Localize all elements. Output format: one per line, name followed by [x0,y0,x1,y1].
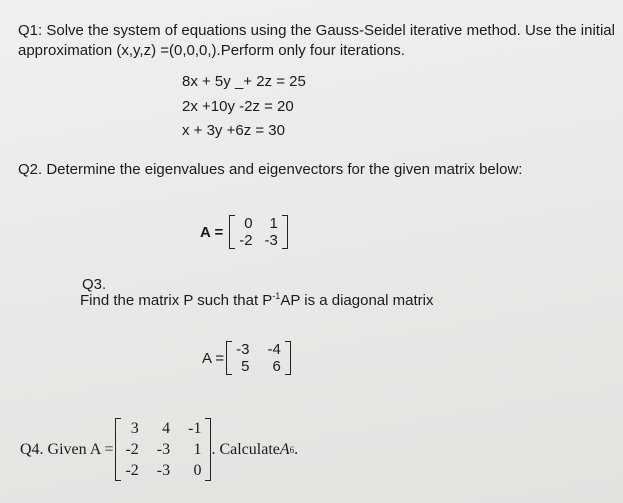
q4-cell: -3 [156,462,171,479]
q3-cell: -4 [267,341,281,358]
q1-line-2: approximation (x,y,z) =(0,0,0,).Perform only four iterations. [18,42,405,59]
equation-1: 8x + 5y _+ 2z = 25 [182,73,306,90]
q4-label: Q4. Given A = [20,440,114,458]
q4-cell: -2 [125,441,139,458]
q2-cell: -2 [239,232,253,249]
question-4 [20,418,298,481]
q1-line-1: Q1: Solve the system of equations using the Gauss-Seidel iterative method. Use the initial [18,22,615,39]
question-2: Q2. Determine the eigenvalues and eigenvectors for the given matrix below: [18,161,523,178]
q3-matrix-label: A = [202,349,225,367]
q4-matrix [115,418,211,481]
q4-cell: 1 [193,441,202,458]
q4-cell: 3 [130,420,139,437]
q3-text-pre: Find the matrix P such that P [80,292,273,309]
q3-cell: -3 [236,341,250,358]
q4-cell: -3 [156,441,171,458]
equation-3: x + 3y +6z = 30 [182,122,285,139]
q3-matrix-block [202,341,291,375]
question-3-label: Q3. [82,276,107,293]
question-3-text [80,291,433,309]
q4-end: . [294,440,299,458]
q2-matrix-block [200,215,288,249]
q3-text-post: AP is a diagonal matrix [280,292,434,309]
q4-cell: -2 [125,462,139,479]
q2-cell: -3 [264,232,278,249]
q4-after: . Calculate [211,440,280,458]
q2-matrix-label: A = [200,223,224,241]
q2-cell: 1 [269,215,278,232]
q3-matrix [226,341,291,375]
q4-cell: 4 [162,420,171,437]
question-1 [18,21,615,61]
q2-cell: 0 [244,215,253,232]
q4-calc-exp: 6 [289,444,295,455]
equation-2: 2x +10y -2z = 20 [182,98,294,115]
right-bracket [285,341,291,375]
q4-calc-var: A [279,440,290,458]
q3-text-sup: -1 [272,291,281,301]
q3-cell: 6 [272,358,281,375]
right-bracket [282,215,288,249]
q3-cell: 5 [241,358,250,375]
q4-cell: -1 [188,420,202,437]
q4-cell: 0 [193,462,202,479]
q2-matrix [229,215,288,249]
